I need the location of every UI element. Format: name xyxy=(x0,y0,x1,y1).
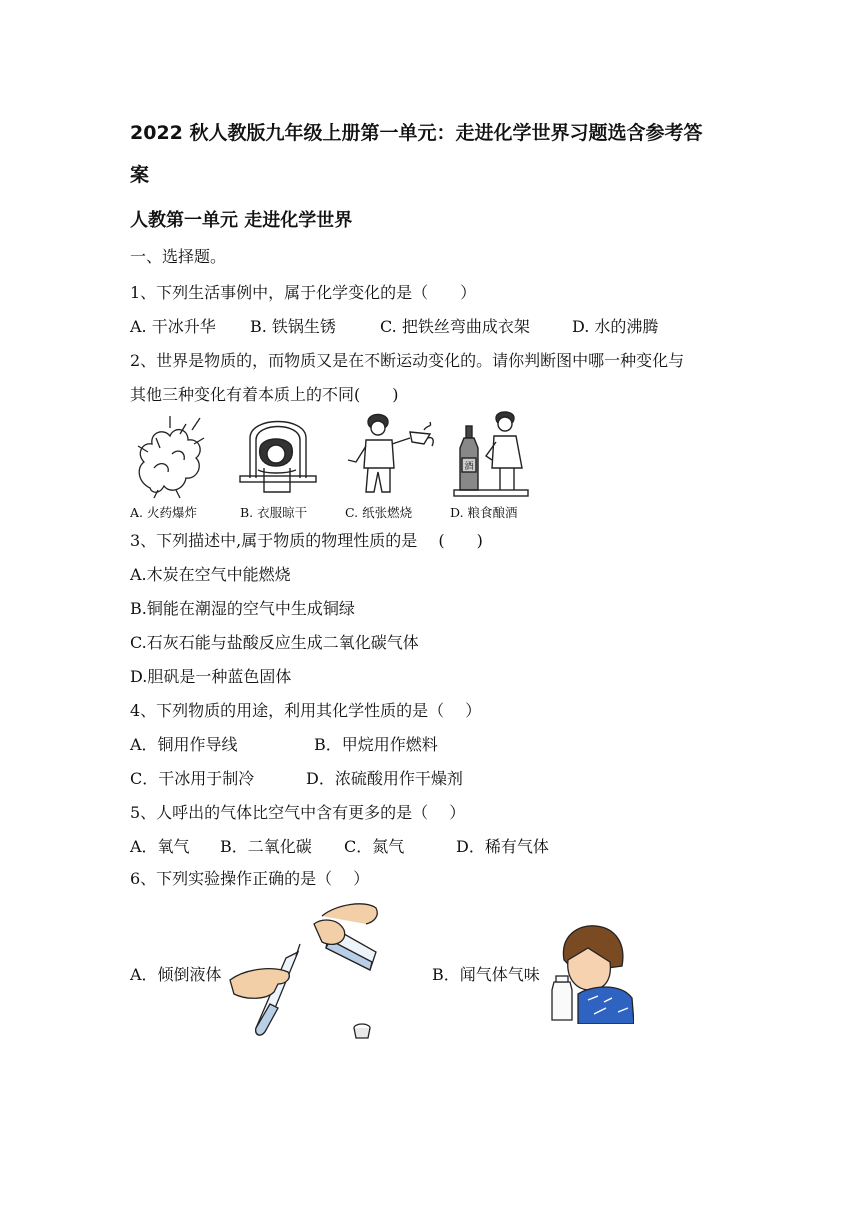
question-5-option-c: C．氮气 xyxy=(344,837,405,856)
pouring-liquid-illustration xyxy=(226,896,386,1044)
figure-caption-c: C. 纸张燃烧 xyxy=(345,505,413,520)
unit-subtitle: 人教第一单元 走进化学世界 xyxy=(130,210,353,231)
question-1-option-d: D. 水的沸腾 xyxy=(572,317,659,336)
question-5-option-a: A．氧气 xyxy=(130,837,190,856)
document-title-line1: 2022 秋人教版九年级上册第一单元：走进化学世界习题选含参考答 xyxy=(130,122,703,144)
question-4-stem: 4、下列物质的用途，利用其化学性质的是（ ） xyxy=(130,701,482,720)
clothes-drying-illustration xyxy=(236,408,320,500)
question-5-stem: 5、人呼出的气体比空气中含有更多的是（ ） xyxy=(130,803,466,822)
question-3-option-b: B.铜能在潮湿的空气中生成铜绿 xyxy=(130,599,355,618)
section-heading: 一、选择题。 xyxy=(130,247,227,266)
question-3-stem: 3、下列描述中,属于物质的物理性质的是 ( ) xyxy=(130,531,483,550)
question-3-option-a: A.木炭在空气中能燃烧 xyxy=(130,565,291,584)
question-6-option-b: B．闻气体气味 xyxy=(432,965,540,984)
document-title-line2: 案 xyxy=(130,164,150,186)
question-6-option-a: A．倾倒液体 xyxy=(130,965,222,984)
bottle-label: 酒 xyxy=(464,462,474,472)
explosion-illustration xyxy=(130,408,210,500)
question-3-option-c: C.石灰石能与盐酸反应生成二氧化碳气体 xyxy=(130,633,419,652)
smelling-gas-illustration xyxy=(548,920,634,1024)
question-6-stem: 6、下列实验操作正确的是（ ） xyxy=(130,869,370,888)
question-1-option-c: C. 把铁丝弯曲成衣架 xyxy=(380,317,530,336)
brewing-illustration xyxy=(452,408,532,500)
figure-caption-a: A. 火药爆炸 xyxy=(130,505,197,520)
question-2-stem-line2: 其他三种变化有着本质上的不同( ) xyxy=(130,385,399,404)
question-4-option-d: D．浓硫酸用作干燥剂 xyxy=(306,769,463,788)
question-1-option-b: B. 铁锅生锈 xyxy=(250,317,336,336)
question-5-option-d: D．稀有气体 xyxy=(456,837,549,856)
figure-caption-b: B. 衣服晾干 xyxy=(240,505,308,520)
figure-caption-d: D. 粮食酿酒 xyxy=(450,505,518,520)
question-2-stem-line1: 2、世界是物质的，而物质又是在不断运动变化的。请你判断图中哪一种变化与 xyxy=(130,351,685,370)
question-1-stem: 1、下列生活事例中，属于化学变化的是（ ） xyxy=(130,283,477,302)
question-1-option-a: A. 干冰升华 xyxy=(130,317,216,336)
question-4-option-c: C．干冰用于制冷 xyxy=(130,769,255,788)
question-5-option-b: B．二氧化碳 xyxy=(220,837,312,856)
question-3-option-d: D.胆矾是一种蓝色固体 xyxy=(130,667,292,686)
question-4-option-b: B．甲烷用作燃料 xyxy=(314,735,438,754)
question-4-option-a: A．铜用作导线 xyxy=(130,735,238,754)
paper-burning-illustration xyxy=(340,408,436,500)
